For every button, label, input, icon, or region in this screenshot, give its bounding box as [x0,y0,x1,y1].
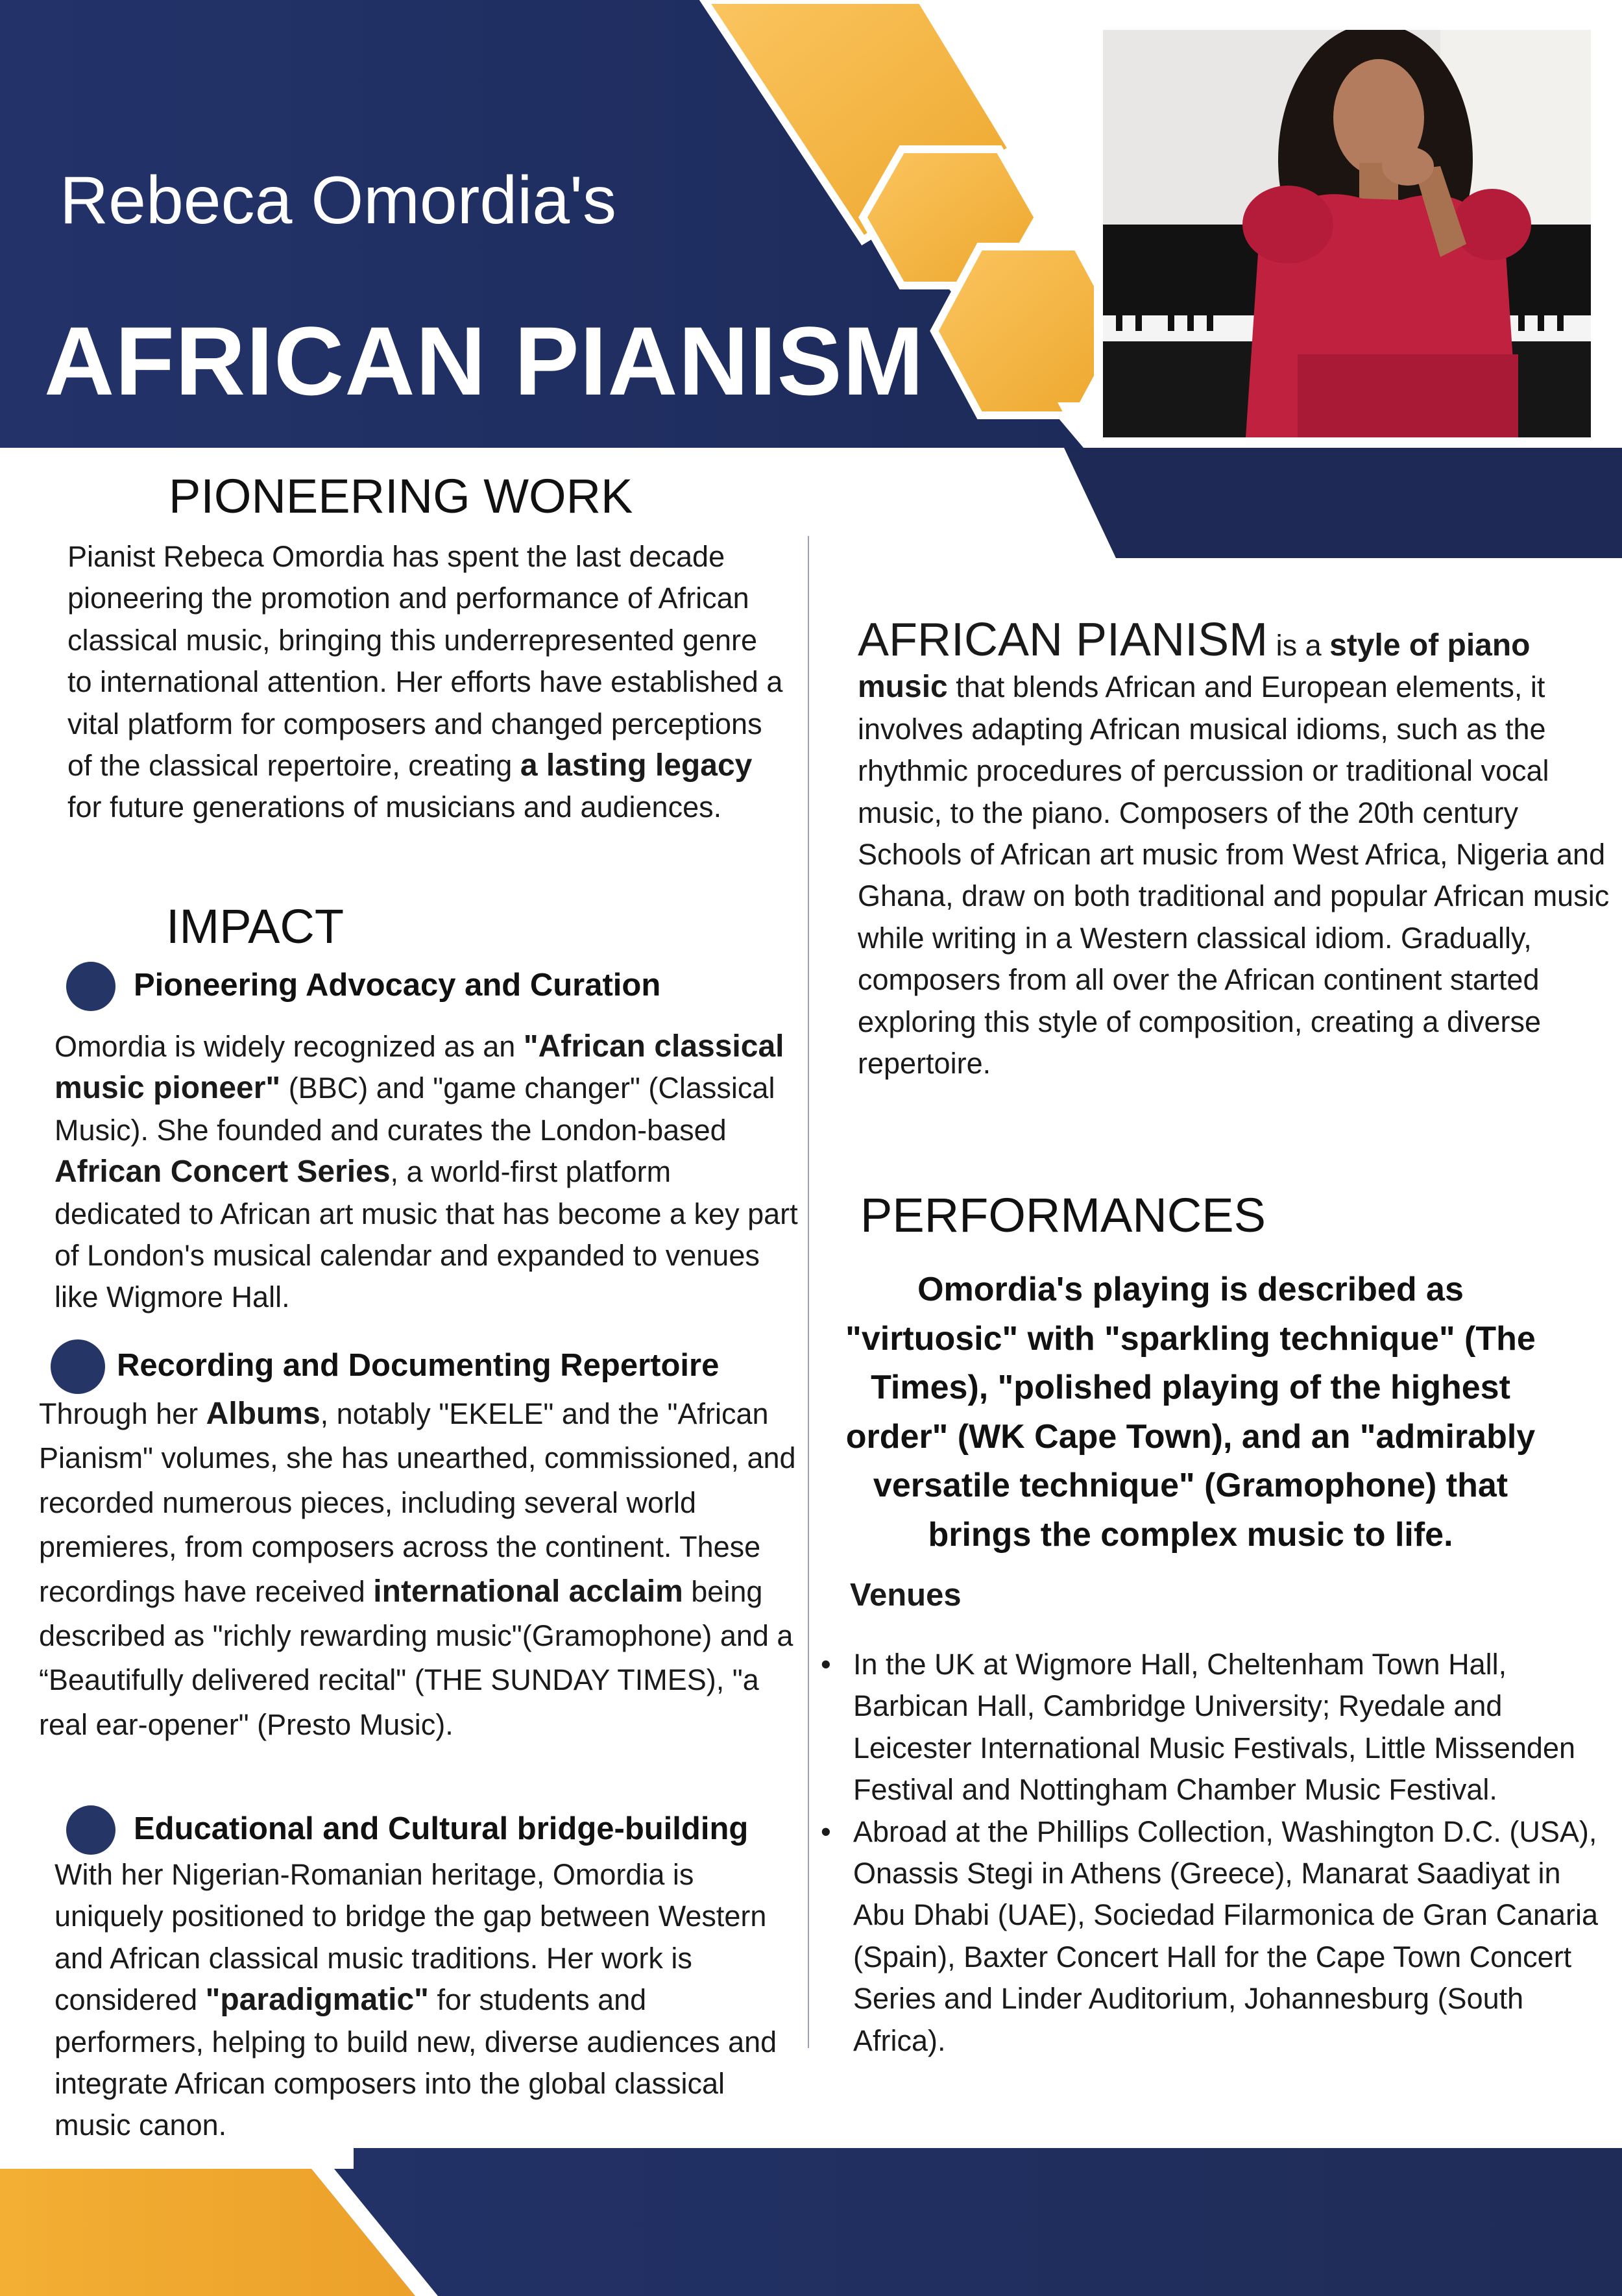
education-text-1: With her Nigerian-Romanian heritage, Omordia is uniquely positioned to bridge the gap between Western and African classical music traditions. Her work is considered [54,1858,767,2017]
definition-bold-1: style of piano music [858,628,1531,705]
advocacy-text-1: Omordia is widely recognized as an [54,1030,524,1063]
definition-paragraph [858,614,1617,1084]
header-subtitle: Rebeca Omordia's [60,163,616,238]
portrait-illustration [1103,30,1591,437]
venues-heading: Venues [850,1578,962,1613]
education-text-2: for students and performers, helping to build new, diverse audiences and integrate African composers into the global classical music canon. [54,1983,777,2142]
impact-heading: IMPACT [166,899,345,953]
bullet-dot-advocacy [66,962,115,1011]
performances-quote: Omordia's playing is described as "virtuosic" with "sparkling technique" (The Times), "polished playing of the highest order" (WK Cape Town), and an "admirably versatile technique" (Gramophone) that brings the complex music to life. [845,1271,1536,1554]
advocacy-title: Pioneering Advocacy and Curation [134,968,661,1003]
pioneering-bold: a lasting legacy [520,748,753,783]
venue-item-uk [821,1644,1599,1811]
definition-text-2: that blends African and European elements, it involves adapting African musical idioms, such as the rhythmic procedures of percussion or traditional vocal music, to the piano. Composers of the 20th century Schools of African art music from West Africa, Nigeria and Ghana, draw on both traditional and popular African music while writing in a Western classical idiom. Gradually, composers from all over the African continent started exploring this style of composition, creating a diverse repertoire. [858,670,1610,1081]
advocacy-paragraph [54,1026,801,1319]
recording-bold-2: international acclaim [373,1574,683,1609]
venues-list [821,1644,1599,2062]
pioneering-text-1: Pianist Rebeca Omordia has spent the last decade pioneering the promotion and performance of African classical music, bringing this underrepresented genre to international attention. Her efforts have established a vital platform for composers and changed perceptions of the classical repertoire, creating [67,540,783,783]
column-divider [808,536,809,2048]
education-paragraph [54,1854,788,2147]
pioneering-heading: PIONEERING WORK [169,469,633,523]
advocacy-bold-1: "African classical music pioneer" [54,1029,784,1106]
education-title: Educational and Cultural bridge-building [134,1811,749,1846]
bullet-dot-recording [51,1339,105,1394]
performances-heading: PERFORMANCES [860,1188,1266,1242]
pioneering-text-2: for future generations of musicians and audiences. [67,790,722,824]
recording-text-3: being described as "richly rewarding music"(Gramophone) and a “Beautifully delivered recital" (THE SUNDAY TIMES), "a real ear-opener" (Presto Music). [39,1574,793,1741]
recording-title: Recording and Documenting Repertoire [117,1348,720,1383]
portrait-photo [1094,21,1600,446]
recording-text-2: , notably "EKELE" and the "African Pianism" volumes, she has unearthed, commissioned, and recorded numerous pieces, including several world premieres, from composers across the continent. These recordings have received [39,1397,796,1608]
venue-item-abroad [821,1811,1599,2062]
footer-banner [0,2148,1622,2296]
advocacy-text-3: , a world-first platform dedicated to African art music that has become a key part of London's musical calendar and expanded to venues like Wigmore Hall. [54,1155,798,1314]
advocacy-text-2: (BBC) and "game changer" (Classical Music). She founded and curates the London-based [54,1071,775,1147]
bullet-dot-education [66,1805,115,1855]
venue-item-uk-text: In the UK at Wigmore Hall, Cheltenham Town Hall, Barbican Hall, Cambridge University; Ryedale and Leicester International Music Festivals, Little Missenden Festival and Nottingham Chamber Music Festival. [853,1648,1576,1807]
education-bold-1: "paradigmatic" [205,1983,429,2018]
definition-term: AFRICAN PIANISM [858,614,1268,666]
page-title: AFRICAN PIANISM [44,306,925,415]
recording-text-1: Through her [39,1397,206,1430]
pioneering-paragraph [67,536,788,829]
advocacy-bold-2: African Concert Series [54,1154,391,1190]
recording-paragraph [39,1392,801,1747]
venue-item-abroad-text: Abroad at the Phillips Collection, Washington D.C. (USA), Onassis Stegi in Athens (Greece), Manarat Saadiyat in Abu Dhabi (UAE), Sociedad Filarmonica de Gran Canaria (Spain), Baxter Concert Hall for the Cape Town Concert Series and Linder Auditorium, Johannesburg (South Africa). [853,1814,1599,2057]
definition-text-1: is a [1268,629,1330,662]
recording-bold-1: Albums [206,1397,321,1431]
